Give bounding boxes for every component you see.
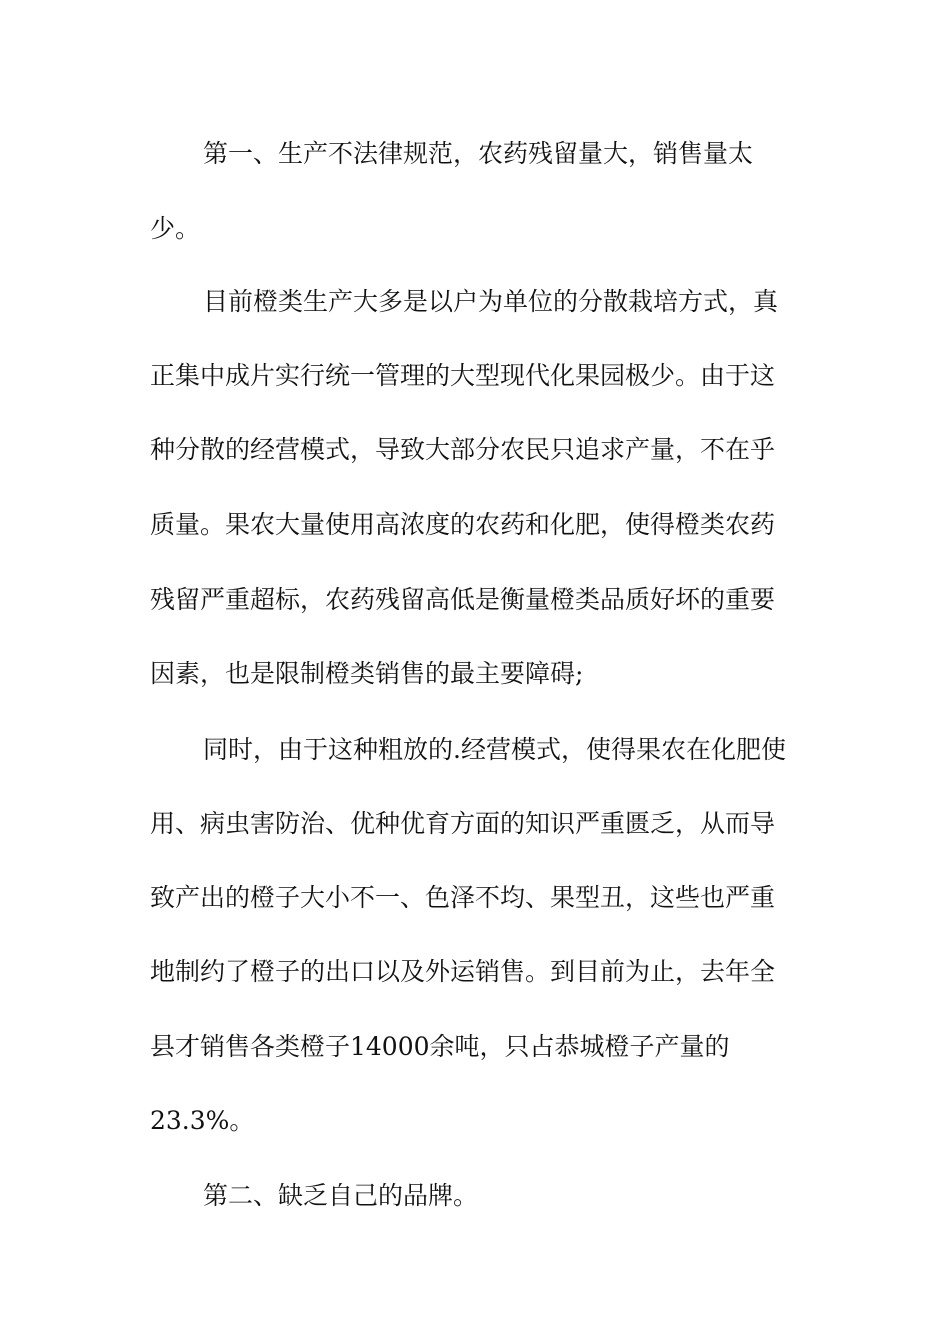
text-line: 地制约了橙子的出口以及外运销售。到目前为止，去年全 [150, 957, 776, 986]
text-line: 残留严重超标，农药残留高低是衡量橙类品质好坏的重要 [150, 585, 776, 614]
text-line: 质量。果农大量使用高浓度的农药和化肥，使得橙类农药 [150, 510, 776, 539]
text-line: 致产出的橙子大小不一、色泽不均、果型丑，这些也严重 [150, 883, 776, 912]
text-line: 种分散的经营模式，导致大部分农民只追求产量，不在乎 [150, 435, 776, 464]
text-line: 第一、生产不法律规范，农药残留量大，销售量太 [203, 139, 754, 168]
text-line: 第二、缺乏自己的品牌。 [203, 1181, 479, 1210]
text-line: 正集中成片实行统一管理的大型现代化果园极少。由于这 [150, 361, 776, 390]
text-line: 23.3%。 [150, 1106, 255, 1135]
text-line: 因素，也是限制橙类销售的最主要障碍; [150, 659, 584, 688]
text-line: 少。 [150, 214, 201, 243]
text-line: 用、病虫害防治、优种优育方面的知识严重匮乏，从而导 [150, 809, 776, 838]
text-line: 县才销售各类橙子14000余吨，只占恭城橙子产量的 [150, 1032, 730, 1061]
text-line: 目前橙类生产大多是以户为单位的分散栽培方式，真 [203, 287, 779, 316]
text-line: 同时，由于这种粗放的.经营模式，使得果农在化肥使 [203, 735, 786, 764]
